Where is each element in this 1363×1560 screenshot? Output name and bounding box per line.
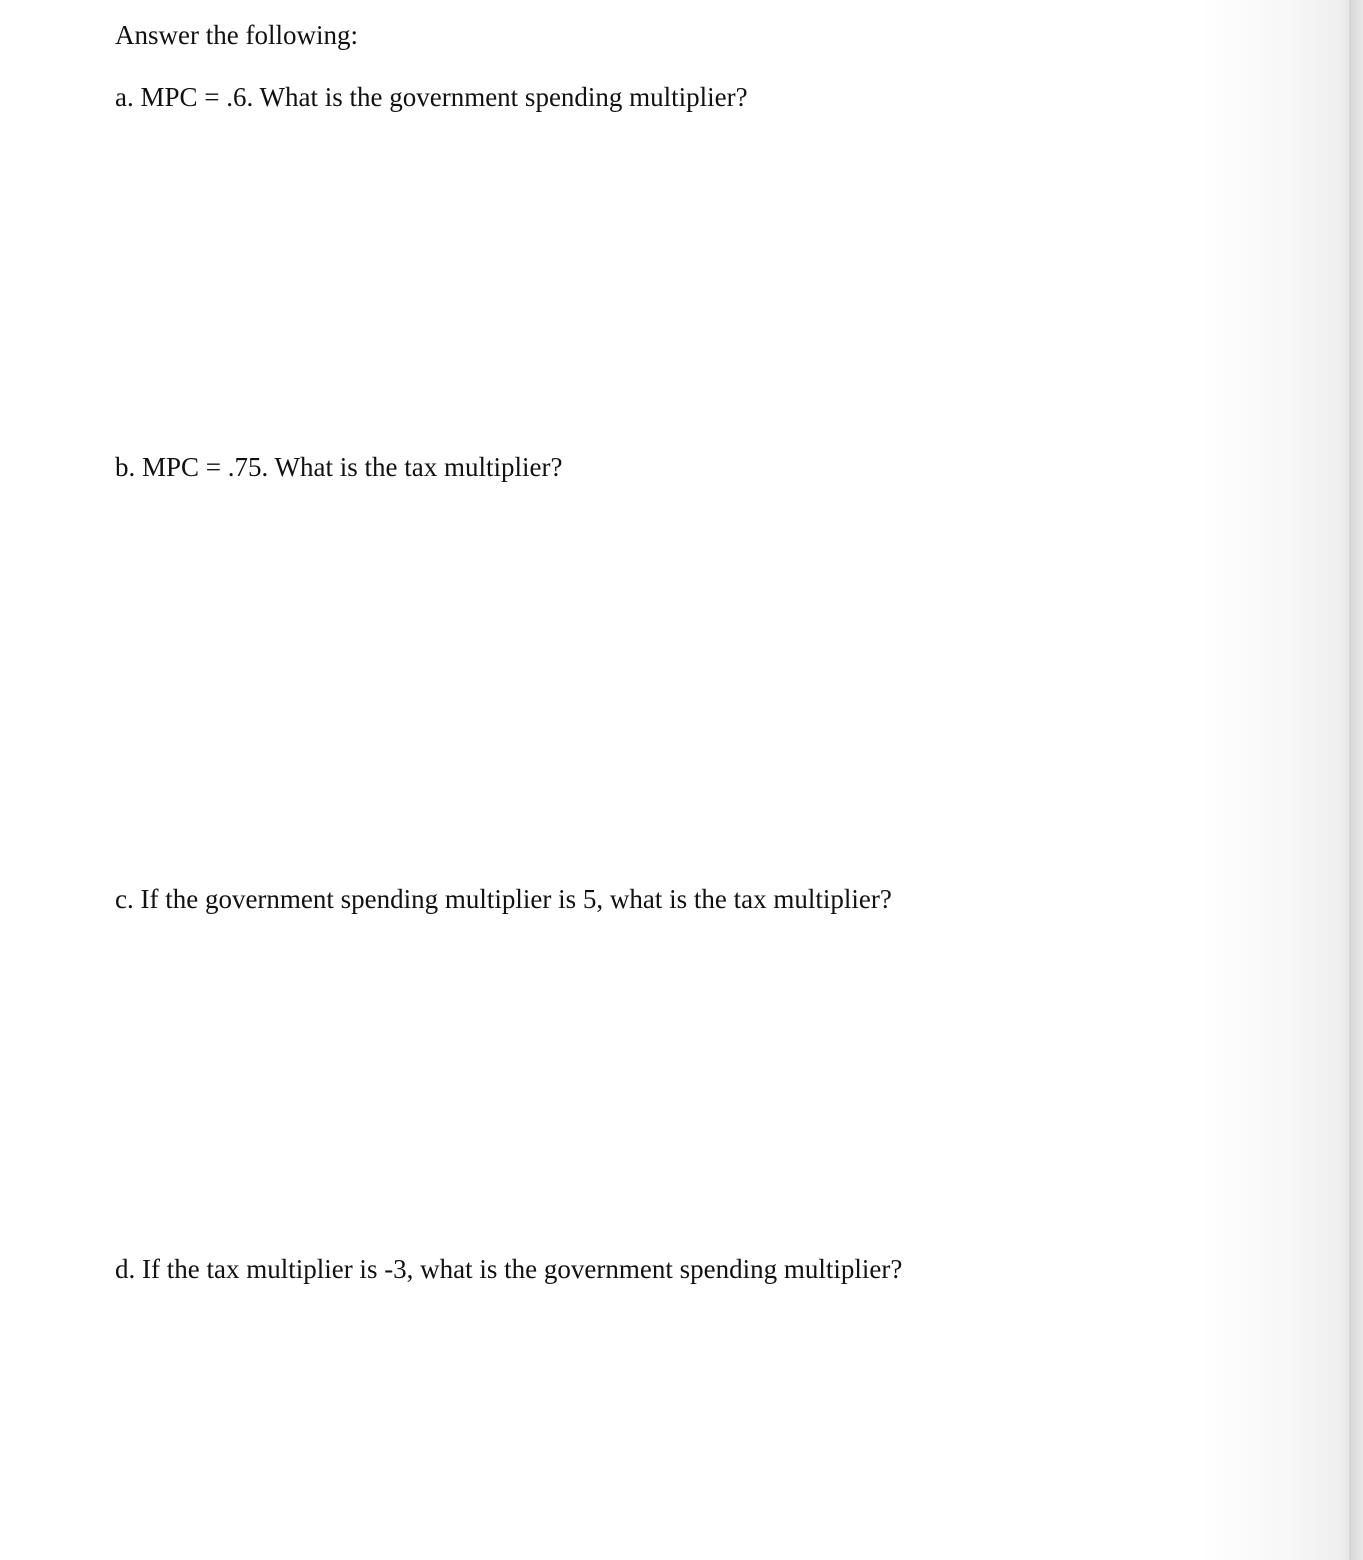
question-d: d. If the tax multiplier is -3, what is the government spending multiplier? bbox=[115, 1254, 903, 1284]
instructions-heading: Answer the following: bbox=[115, 20, 358, 50]
question-a: a. MPC = .6. What is the government spending multiplier? bbox=[115, 82, 748, 112]
question-b: b. MPC = .75. What is the tax multiplier? bbox=[115, 452, 563, 482]
question-c: c. If the government spending multiplier is 5, what is the tax multiplier? bbox=[115, 884, 892, 914]
